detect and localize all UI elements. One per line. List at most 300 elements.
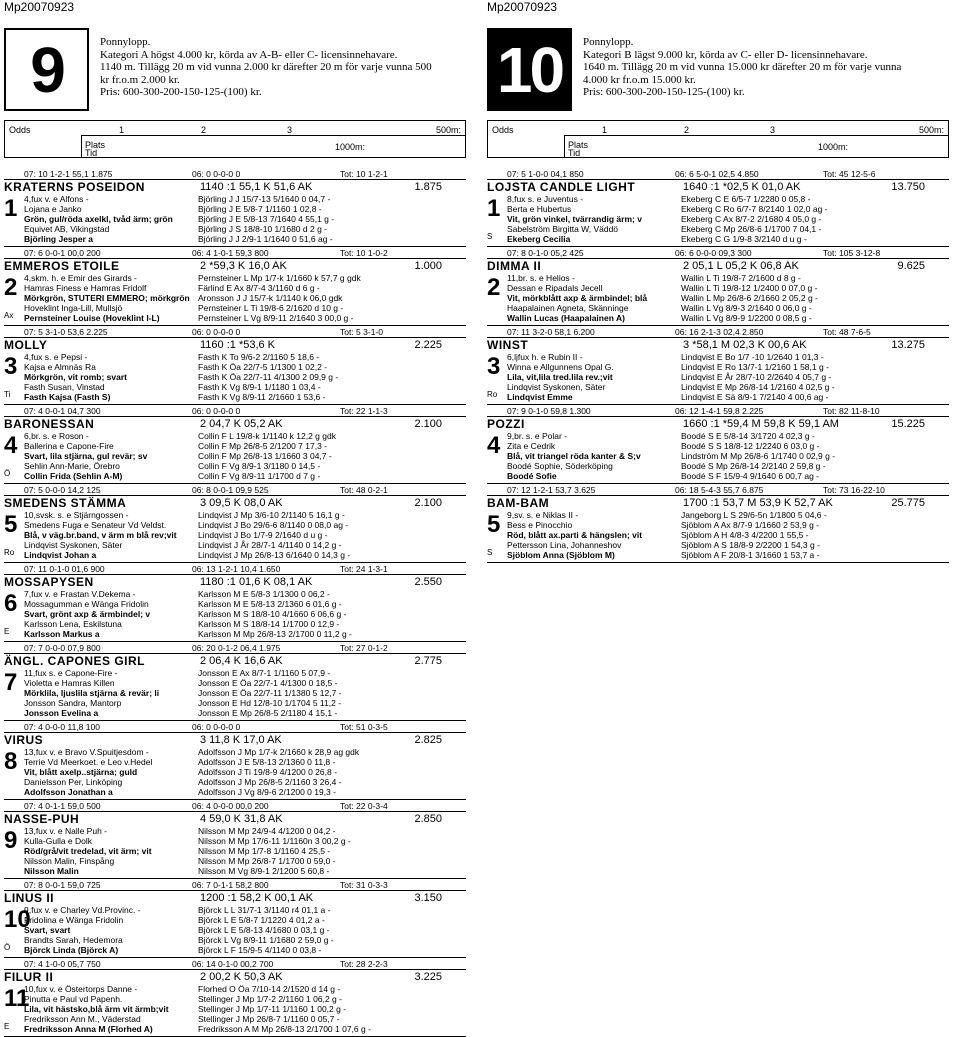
race-record: Collin F Mp 26/8-5 2/1200 7 17,3 -	[198, 441, 327, 451]
horse-earnings: 3.150	[414, 892, 442, 904]
horse-info-row	[24, 273, 466, 283]
odds-label: Odds	[492, 125, 514, 135]
horse-entry	[4, 168, 466, 247]
race-condition-line: 4.000 kr fr.o.m 15.000 kr.	[583, 73, 696, 86]
race-record: Lindqvist E Sä 8/9-1 7/2140 4 00,6 ag -	[681, 392, 829, 402]
start-number: 3	[4, 353, 18, 380]
horse-info: Ballerina e Capone-Fire	[24, 441, 114, 451]
race-record: Fasth K Öa 22/7-11 4/1300 2 09,9 g -	[198, 372, 339, 382]
horse-info: 9,sv. s. e Niklas II -	[507, 510, 579, 520]
horse-earnings: 25.775	[891, 497, 925, 509]
race-record: Wallin L Vg 8/9-9 1/2200 0 08,5 g -	[681, 313, 812, 323]
horse-info: Jonsson Evelina a	[24, 708, 99, 718]
horse-info: Mörkgrön, vit romb; svart	[24, 372, 127, 382]
race-record: Nilsson M Mp 26/8-7 1/1700 0 59,0 -	[198, 856, 336, 866]
horse-info-row	[24, 836, 466, 846]
horse-info-row	[24, 984, 466, 994]
race-record: Wallin L Ti 19/8-7 2/1600 d 8 g -	[681, 273, 801, 283]
licence-mark: Ö	[4, 942, 11, 952]
horse-info-row	[24, 362, 466, 372]
horse-info-row	[24, 826, 466, 836]
horse-info: Brandts Sarah, Hedemora	[24, 935, 123, 945]
race-record: Jangeborg L S 29/6-5n 1/1800 5 04,6 -	[681, 510, 827, 520]
race-condition-line: Kategori B lägst 9.000 kr, körda av C- eller D- licensinnehavare.	[583, 48, 868, 61]
race-record: Pernsteiner L Ti 19/8-6 2/1620 d 10 g -	[198, 303, 344, 313]
stats-current-year: 07: 7 0-0-0 07,9 800	[24, 643, 101, 653]
horse-info-row	[507, 313, 949, 323]
horse-info-row	[24, 777, 466, 787]
race-record: Florhed O Öa 7/10-14 2/1520 d 14 g -	[198, 984, 341, 994]
race-record: Sjöblom A F 20/8-1 3/1660 1 53,7 a -	[681, 550, 820, 560]
horse-info: Sjöblom Anna (Sjöblom M)	[507, 550, 615, 560]
place-3-label: 3	[287, 125, 293, 135]
stats-prev-year: 06: 18 5-4-3 55,7 6.875	[675, 485, 764, 495]
race-record: Sjöblom A S 18/8-9 2/2200 1 54,3 g -	[681, 540, 820, 550]
horse-info: Sehlin Ann-Marie, Örebro	[24, 461, 120, 471]
start-number: 6	[4, 590, 18, 617]
horse-info: 10,fux v. e Östertorps Danne -	[24, 984, 138, 994]
race-record: Sjöblom A H 4/8-3 4/2200 1 55,5 -	[681, 530, 809, 540]
start-number: 2	[4, 274, 18, 301]
horse-info-row	[24, 945, 466, 955]
odds-box	[487, 120, 949, 158]
start-number: 1	[487, 195, 501, 222]
race-record: Stellinger J Mp 1/7-11 1/1160 1 00,2 g -	[198, 1004, 347, 1014]
tid-label: Tid	[85, 148, 98, 158]
race-record: Sjöblom A Ax 8/7-9 1/1660 2 53,9 g -	[681, 520, 819, 530]
stats-prev-year: 06: 7 0-1-1 58,2 800	[192, 880, 269, 890]
horse-info-row	[24, 293, 466, 303]
horse-entry	[4, 484, 466, 563]
divider	[81, 135, 465, 136]
horse-info-row	[507, 441, 949, 451]
horse-records: 1180 :1 01,6 K 08,1 AK	[200, 576, 313, 588]
horse-info-row	[24, 757, 466, 767]
horse-info: 8,fux s. e Juventus -	[507, 194, 584, 204]
race-condition-line: 1140 m. Tillägg 20 m vid vunna 2.000 kr därefter 20 m för varje vunna 500	[100, 61, 432, 73]
start-number: 1	[4, 195, 18, 222]
start-number: 8	[4, 748, 18, 775]
stats-prev-year: 06: 12 1-4-1 59,8 2.225	[675, 406, 764, 416]
horse-name: KRATERNS POSEIDON	[4, 180, 145, 194]
stats-current-year: 07: 4 0-0-1 04,7 300	[24, 406, 101, 416]
horse-entry	[4, 247, 466, 326]
race-record: Jonsson E Öa 22/7-1 4/1300 0 18,5 -	[198, 678, 338, 688]
race-record: Björck L E 5/8-13 4/1680 0 03,1 g -	[198, 925, 330, 935]
horse-name: EMMEROS ETOILE	[4, 259, 120, 273]
horse-stats	[4, 484, 466, 496]
horse-stats	[4, 405, 466, 417]
licence-mark: E	[4, 1021, 10, 1031]
horse-info-row	[24, 451, 466, 461]
stats-current-year: 07: 4 0-0-0 11,8 100	[24, 722, 100, 732]
horse-info: Vit, blått axelp..stjärna; guld	[24, 767, 138, 777]
race-record: Björck L Vg 8/9-11 1/1680 2 59,0 g -	[198, 935, 334, 945]
race-record: Adolfsson J Mp 1/7-k 2/1660 k 28,9 ag gdk	[198, 747, 360, 757]
horse-info: Fredriksson Anna M (Florhed A)	[24, 1024, 153, 1034]
horse-info-row	[507, 520, 949, 530]
horse-info: Kajsa e Almnäs Ra	[24, 362, 96, 372]
stats-prev-year: 06: 0 0-0-0 0	[192, 722, 241, 732]
plats-label: Plats	[568, 140, 589, 150]
stats-current-year: 07: 10 1-2-1 55,1 1.875	[24, 169, 113, 179]
tid-label: Tid	[568, 148, 581, 158]
race-record: Karlsson M E 5/8-13 2/1360 6 01,6 g -	[198, 599, 342, 609]
horse-records: 2 *59,3 K 16,0 AK	[200, 260, 287, 272]
horse-info: Zita e Cedrik	[507, 441, 556, 451]
stats-prev-year: 06: 16 2-1-3 02,4 2.850	[675, 327, 764, 337]
horse-info: 4,fux s. e Pepsi -	[24, 352, 88, 362]
horse-info: 4,fux v. e Alfons -	[24, 194, 89, 204]
horse-info: Mörkgrön, STUTERI EMMERO; mörkgrön	[24, 293, 190, 303]
race-record: Ekeberg C G 1/9-8 3/2140 d u g -	[681, 234, 807, 244]
race-record: Jonsson E Öa 22/7-11 1/1380 5 12,7 -	[198, 688, 342, 698]
m500-label: 500m:	[918, 125, 944, 135]
stats-total: Tot: 5 3-1-0	[340, 327, 383, 337]
horse-entry	[4, 800, 466, 879]
race-number: 9	[4, 28, 89, 111]
horse-info: Lindqvist Johan a	[24, 550, 97, 560]
horse-earnings: 2.825	[414, 734, 442, 746]
race-record: Adolfsson J Ti 19/8-9 4/1200 0 26,8 -	[198, 767, 337, 777]
race-record: Stellinger J Mp 26/8-7 1/1160 0 05,7 -	[198, 1014, 340, 1024]
horse-info-row	[24, 204, 466, 214]
horse-info-row	[24, 1014, 466, 1024]
horse-info: Karlsson Lena, Eskilstuna	[24, 619, 122, 629]
horse-info: Grön, gul/röda axelkl, tvåd ärm; grön	[24, 214, 173, 224]
horse-info: Jonsson Sandra, Mantorp	[24, 698, 122, 708]
race-record: Nilsson M Mp 24/9-4 4/1200 0 04,2 -	[198, 826, 336, 836]
stats-current-year: 07: 5 0-0-0 14,2 125	[24, 485, 101, 495]
horse-info-row	[24, 698, 466, 708]
horse-info-row	[24, 747, 466, 757]
horse-info-row	[507, 550, 949, 560]
place-1-label: 1	[119, 125, 125, 135]
horse-info: Blå, vit triangel röda kanter & S;v	[507, 451, 641, 461]
horse-info: Winna e Allgunnens Opal G.	[507, 362, 614, 372]
horse-info: Lila, vit hästsko,blå ärm vit ärmb;vit	[24, 1004, 169, 1014]
race-record: Ekeberg C Ax 8/7-2 2/1680 4 05,0 g -	[681, 214, 822, 224]
stats-prev-year: 06: 20 0-1-2 06,4 1.975	[192, 643, 281, 653]
horse-info-row	[24, 609, 466, 619]
race-record: Fasth K Vg 8/9-1 1/1180 1 03,4 -	[198, 382, 321, 392]
horse-info: Violetta e Hamras Killen	[24, 678, 115, 688]
horse-info: Pernsteiner Louise (Hoveklint I-L)	[24, 313, 160, 323]
horse-info-row	[507, 392, 949, 402]
race-record: Jonsson E Ax 8/7-1 1/1160 5 07,9 -	[198, 668, 331, 678]
race-record: Fredriksson A M Mp 26/8-13 2/1700 1 07,6 g -	[198, 1024, 371, 1034]
race-record: Adolfsson J E 5/8-13 2/1360 0 11,8 -	[198, 757, 336, 767]
horse-records: 3 *58,1 M 02,3 K 00,6 AK	[683, 339, 807, 351]
race-record: Karlsson M E 5/8-3 1/1300 0 06,2 -	[198, 589, 330, 599]
stats-total: Tot: 28 2-2-3	[340, 959, 388, 969]
horse-info: Adolfsson Jonathan a	[24, 787, 113, 797]
horse-info-row	[24, 767, 466, 777]
race-record: Aronsson J J 15/7-k 1/1140 k 06,0 gdk	[198, 293, 343, 303]
horse-earnings: 3.225	[414, 971, 442, 983]
horse-info-row	[24, 599, 466, 609]
licence-mark: Ö	[4, 468, 11, 478]
race-record: Wallin L Mp 26/8-6 2/1660 2 05,2 g -	[681, 293, 818, 303]
horse-stats	[4, 721, 466, 733]
horse-info: Nilsson Malin, Finspång	[24, 856, 115, 866]
stats-current-year: 07: 5 1-0-0 04,1 850	[507, 169, 584, 179]
race-condition-line: Pris: 600-300-200-150-125-(100) kr.	[100, 86, 262, 98]
horse-records: 2 05,1 L 05,2 K 06,8 AK	[683, 260, 799, 272]
odds-box	[4, 120, 466, 158]
race-condition-line: Pris: 600-300-200-150-125-(100) kr.	[583, 86, 745, 98]
horse-info-row	[24, 431, 466, 441]
start-number: 9	[4, 827, 18, 854]
horse-earnings: 1.875	[414, 181, 442, 193]
horse-info: Wallin Lucas (Haapalainen A)	[507, 313, 625, 323]
horse-info: Björling Jesper a	[24, 234, 93, 244]
place-1-label: 1	[602, 125, 608, 135]
stats-prev-year: 06: 14 0-1-0 00,2 700	[192, 959, 274, 969]
horse-info: 13,fux v. e Bravo V.Spuitjesdom -	[24, 747, 149, 757]
race-header	[487, 22, 949, 120]
licence-mark: Ro	[4, 547, 15, 557]
horse-info-row	[24, 688, 466, 698]
stats-current-year: 07: 8 0-1-0 05,2 425	[507, 248, 584, 258]
m1000-label: 1000m:	[817, 142, 848, 152]
race-record: Färlind E Ax 8/7-4 3/1160 d 6 g -	[198, 283, 320, 293]
race-record: Björck L E 5/8-7 1/1220 4 01,2 a -	[198, 915, 325, 925]
horse-info-row	[507, 234, 949, 244]
horse-records: 2 00,2 K 50,3 AK	[200, 971, 283, 983]
horse-info-row	[24, 441, 466, 451]
horse-info-row	[24, 313, 466, 323]
horse-info: Equivet AB, Vikingstad	[24, 224, 110, 234]
stats-total: Tot: 27 0-1-2	[340, 643, 388, 653]
horse-info: Fasth Susan, Vinstad	[24, 382, 105, 392]
race-record: Lindqvist E Ro 13/7-1 1/2160 1 58,1 g -	[681, 362, 829, 372]
stats-total: Tot: 31 0-3-3	[340, 880, 388, 890]
horse-info-row	[24, 994, 466, 1004]
divider	[81, 135, 82, 157]
horse-entry	[487, 168, 949, 247]
stats-prev-year: 06: 6 0-0-0 09,3 300	[675, 248, 752, 258]
race-condition-line: Ponnylopp.	[583, 36, 634, 48]
horse-info: Blå, v väg.br.band, v ärm m blå rev;vit	[24, 530, 177, 540]
horse-info: Danielsson Per, Linköping	[24, 777, 123, 787]
stats-current-year: 07: 11 3-2-0 58,1 6.200	[507, 327, 595, 337]
horse-info-row	[24, 787, 466, 797]
stats-current-year: 07: 11 0-1-0 01,6 900	[24, 564, 105, 574]
horse-stats	[487, 168, 949, 180]
horse-stats	[4, 563, 466, 575]
horse-info-row	[24, 471, 466, 481]
horse-name: MOSSAPYSEN	[4, 575, 94, 589]
horse-info-row	[24, 1024, 466, 1034]
race-record: Björling J J 2/9-1 1/1640 0 51,6 ag -	[198, 234, 333, 244]
horse-info: Svart, svart	[24, 925, 71, 935]
horse-stats	[4, 326, 466, 338]
start-number: 7	[4, 669, 18, 696]
race-condition-line: kr fr.o.m 2.000 kr.	[100, 73, 180, 86]
race-record: Björling J J 15/7-13 5/1640 0 04,7 -	[198, 194, 331, 204]
horse-info-row	[24, 214, 466, 224]
race-record: Boodé S S 18/8-12 1/2240 6 03,0 g -	[681, 441, 820, 451]
horse-info-row	[24, 234, 466, 244]
horse-name: FILUR II	[4, 970, 54, 984]
horse-info-row	[24, 915, 466, 925]
race-10-column	[487, 22, 949, 563]
horse-info-row	[24, 629, 466, 639]
start-number: 3	[487, 353, 501, 380]
horse-info-row	[507, 204, 949, 214]
horse-info-row	[507, 530, 949, 540]
race-record: Lindqvist J Bo 1/7-9 2/1640 d u g -	[198, 530, 328, 540]
race-record: Collin F Vg 8/9-1 3/1180 0 14,5 -	[198, 461, 321, 471]
race-record: Nilsson M Mp 17/6-11 1/1160n 3 00,2 g -	[198, 836, 351, 846]
horse-info-row	[507, 451, 949, 461]
horse-earnings: 2.225	[414, 339, 442, 351]
horse-info: Lindqvist Syskonen, Säter	[24, 540, 123, 550]
horse-info-row	[24, 856, 466, 866]
stats-prev-year: 06: 4 0-0-0 00,0 200	[192, 801, 269, 811]
horse-info-row	[24, 461, 466, 471]
licence-mark: Ro	[487, 389, 498, 399]
horse-info: Fredriksson Ann M., Väderstad	[24, 1014, 141, 1024]
start-number: 5	[487, 511, 501, 538]
horse-info-row	[24, 283, 466, 293]
horse-info: 7,fux v. e Frastan V.Dekema -	[24, 589, 136, 599]
horse-info-row	[507, 461, 949, 471]
race-record: Björling J E 5/8-13 7/1640 4 55,1 g -	[198, 214, 335, 224]
race-record: Adolfsson J Vg 8/9-6 2/1200 0 19,3 -	[198, 787, 336, 797]
race-record: Pernsteiner L Vg 8/9-11 2/1640 3 00,0 g -	[198, 313, 354, 323]
stats-total: Tot: 82 11-8-10	[823, 406, 880, 416]
race-number: 10	[487, 28, 572, 111]
licence-mark: S	[487, 231, 493, 241]
race-record: Fasth K Öa 22/7-5 1/1300 1 02,2 -	[198, 362, 327, 372]
stats-current-year: 07: 6 0-0-1 00,0 200	[24, 248, 101, 258]
horse-records: 1660 :1 *59,4 M 59,8 K 59,1 AM	[683, 418, 839, 430]
horse-info: Pettersson Lina, Johanneshov	[507, 540, 622, 550]
race-record: Pernsteiner L Mp 1/7-k 1/1660 k 57,7 g gdk	[198, 273, 361, 283]
race-record: Boodé S F 15/9-4 9/1640 6 00,7 ag -	[681, 471, 819, 481]
divider	[564, 135, 565, 157]
stats-prev-year: 06: 6 5-0-1 02,5 4.850	[675, 169, 759, 179]
stats-current-year: 07: 8 0-0-1 59,0 725	[24, 880, 101, 890]
race-record: Lindqvist E Bo 1/7 -10 1/2640 1 01,3 -	[681, 352, 824, 362]
licence-mark: E	[4, 626, 10, 636]
horse-info: Terrie Vd Meerkoet. e Leo v.Hedel	[24, 757, 153, 767]
horse-info-row	[507, 214, 949, 224]
stats-total: Tot: 73 16-22-10	[823, 485, 885, 495]
horse-info: 11,fux s. e Capone-Fire -	[24, 668, 118, 678]
horse-stats	[487, 326, 949, 338]
horse-info-row	[507, 224, 949, 234]
horse-name: DIMMA II	[487, 259, 542, 273]
horse-info: 4,skm. h. e Emir des Girards -	[24, 273, 137, 283]
horse-info: Mossagumman e Wänga Fridolin	[24, 599, 149, 609]
race-condition-line: Ponnylopp.	[100, 36, 151, 48]
race-record: Collin F Vg 8/9-11 1/1700 d 7 g -	[198, 471, 321, 481]
horse-entry	[4, 721, 466, 800]
race-record: Collin F Mp 26/8-13 1/1660 3 04,7 -	[198, 451, 332, 461]
page-title-left: Mp20070923	[4, 0, 75, 14]
race-record: Lindqvist E År 28/7-10 2/2640 4 05,7 g -	[681, 372, 832, 382]
horse-info-row	[24, 530, 466, 540]
horse-info: Kulla-Gulla e Dolk	[24, 836, 93, 846]
horse-info-row	[507, 362, 949, 372]
stats-total: Tot: 22 0-3-4	[340, 801, 388, 811]
horse-info-row	[24, 866, 466, 876]
horse-info-row	[24, 303, 466, 313]
start-number: 11	[4, 985, 30, 1012]
horse-info-row	[507, 540, 949, 550]
race-header	[4, 22, 466, 120]
horse-info: Svart, grönt axp & ärmbindel; v	[24, 609, 151, 619]
stats-total: Tot: 45 12-5-6	[823, 169, 876, 179]
horse-name: LINUS II	[4, 891, 55, 905]
race-record: Ekeberg C Ro 6/7-7 8/2140 1 02,0 ag -	[681, 204, 828, 214]
horse-info: Haapalainen Agneta, Skänninge	[507, 303, 629, 313]
odds-label: Odds	[9, 125, 31, 135]
stats-total: Tot: 48 7-6-5	[823, 327, 871, 337]
horse-records: 1640 :1 *02,5 K 01,0 AK	[683, 181, 801, 193]
horse-info: Röd, blått ax.parti & hängslen; vit	[507, 530, 643, 540]
horse-records: 2 06,4 K 16,6 AK	[200, 655, 283, 667]
horse-info: Berta e Hubertus	[507, 204, 572, 214]
horse-stats	[487, 405, 949, 417]
race-record: Jonsson E Hd 12/8-10 1/1704 5 11,2 -	[198, 698, 342, 708]
horse-info-row	[507, 372, 949, 382]
race-record: Björling J S 18/8-10 1/1680 d 2 g -	[198, 224, 327, 234]
stats-prev-year: 06: 0 0-0-0 0	[192, 406, 241, 416]
race-record: Björck L L 31/7-1 3/1140 r4 01,1 a -	[198, 905, 331, 915]
stats-total: Tot: 24 1-3-1	[340, 564, 388, 574]
place-2-label: 2	[201, 125, 207, 135]
horse-entry	[487, 326, 949, 405]
horse-earnings: 9.625	[897, 260, 925, 272]
horse-info-row	[507, 273, 949, 283]
horse-info-row	[24, 935, 466, 945]
licence-mark: S	[487, 547, 493, 557]
horse-name: NASSE-PUH	[4, 812, 80, 826]
stats-total: Tot: 105 3-12-8	[823, 248, 881, 258]
stats-prev-year: 06: 0 0-0-0 0	[192, 327, 241, 337]
stats-total: Tot: 10 1-0-2	[340, 248, 388, 258]
race-conditions	[583, 36, 901, 99]
horse-info: Lindqvist Emme	[507, 392, 573, 402]
start-number: 4	[487, 432, 501, 459]
stats-prev-year: 06: 8 0-0-1 09,9 525	[192, 485, 269, 495]
horse-entry	[487, 405, 949, 484]
horse-info-row	[507, 293, 949, 303]
horse-info: Lindqvist Syskonen, Säter	[507, 382, 606, 392]
race-9-column	[4, 22, 466, 1037]
stats-total: Tot: 10 1-2-1	[340, 169, 388, 179]
horse-info-row	[24, 589, 466, 599]
horse-records: 2 04,7 K 05,2 AK	[200, 418, 283, 430]
race-record: Stellinger J Mp 1/7-2 2/1160 1 06,2 g -	[198, 994, 342, 1004]
horse-records: 4 59,0 K 31,8 AK	[200, 813, 283, 825]
horse-info: Collin Frida (Sehlin A-M)	[24, 471, 123, 481]
horse-info-row	[24, 678, 466, 688]
race-condition-line: Kategori A högst 4.000 kr, körda av A-B- eller C- licensinnehavare.	[100, 48, 398, 61]
horse-stats	[4, 247, 466, 259]
stats-current-year: 07: 4 1-0-0 05,7 750	[24, 959, 101, 969]
horse-earnings: 2.550	[414, 576, 442, 588]
race-record: Wallin L Ti 19/8-12 1/2400 0 07,0 g -	[681, 283, 818, 293]
horse-name: MOLLY	[4, 338, 48, 352]
horse-earnings: 2.100	[414, 418, 442, 430]
horse-info: 10,svsk. s. e Stjärngossen -	[24, 510, 129, 520]
horse-info-row	[24, 619, 466, 629]
